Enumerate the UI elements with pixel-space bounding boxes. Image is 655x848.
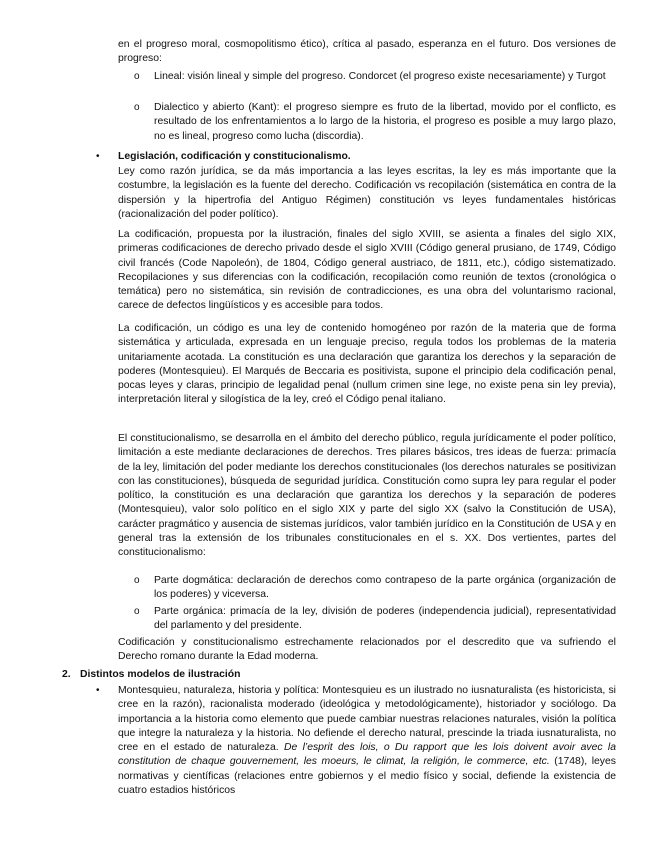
list-marker: o: [134, 102, 140, 113]
legislation-paragraph-2: La codificación, propuesta por la ilustración, finales del siglo XVIII, se asienta a finales del siglo XIX, primeras codificaciones de derecho privado desde el siglo XVIII (Código general prusiano, de 1749, Código civil francés (Code Napoleón), de 1804, Código general austriaco, de 1811, etc.), código sistematizado. Recopilaciones y sus diferencias con la codificación, recopilación como reunión de textos (cronológica o temática) pero no sistemática, sin revisión de contradicciones, es una obra del voluntarismo racional, carece de defectos lingüísticos y es accesible para todos.: [118, 229, 616, 312]
list-marker: o: [134, 71, 140, 82]
legislation-paragraph-4: El constitucionalismo, se desarrolla en el ámbito del derecho público, regula jurídicamente el poder político, limitación a este mediante declaraciones de derechos. Tres pilares básicos, tres ideas de fuerza: primacía de la ley, limitación del poder mediante los derechos constitucionales (los derechos naturales se positivizan con las constituciones), búsqueda de seguridad jurídica. Constitución como supra ley para regular el poder político, la constitución es una declaración que garantiza los derechos y la separación de poderes (Montesquieu), valor solo político en el siglo XIX y parte del siglo XX (salvo la Constitución de USA), carácter pragmático y ausencia de sistemas jurídicos, valor también jurídico en la Constitución de USA y en general tras la extensión de los tribunales constitucionales en el s. XX. Dos vertientes, partes del constitucionalismo:: [118, 433, 616, 559]
legislation-heading: Legislación, codificación y constitucionalismo.: [118, 151, 351, 162]
montesquieu-text-start: Montesquieu, naturaleza, historia y política: Montesquieu es un ilustrado no iusnaturalista (es historicista, si cree en la razón), racionalista moderado (ideológica y metodológicamente), historiador y sociólogo. Da importancia a la historia como elemento que puede cambiar nuestras relaciones naturales, visión la política que integre la naturaleza y la historia. No defiende el derecho natural, prescinde la triada iusnaturalista, no cree en el estado de naturaleza.: [118, 685, 616, 754]
section-title: Distintos modelos de ilustración: [80, 669, 241, 680]
legislation-paragraph-3: La codificación, un código es una ley de contenido homogéneo por razón de la materia que de forma sistemática y articulada, expresada en un lenguaje preciso, regula todos los problemas de la materia unitariamente acotada. La constitución es una declaración que garantiza los derechos y la separación de poderes (Montesquieu). El Marqués de Beccaria es positivista, supone el principio dela codificación penal, pocas leyes y claras, principio de legalidad penal (nullum crimen sine lege, no existe pena sin ley previa), interpretación literal y silogística de la ley, creó el Código penal italiano.: [118, 323, 616, 406]
progress-version-lineal: Lineal: visión lineal y simple del progreso. Condorcet (el progreso existe necesariamente) y Turgot: [154, 71, 606, 82]
legislation-paragraph-1: Ley como razón jurídica, se da más importancia a las leyes escritas, la ley es más importante que la costumbre, la legislación es la fuente del derecho. Codificación vs recopilación (sistemática en contra de la dispersión y la hipertrofia del Antiguo Régimen) constitución vs leyes fundamentales históricas (racionalización del poder político).: [118, 166, 616, 220]
bullet-marker: •: [96, 685, 100, 696]
book-title: De l’esprit des lois, o Du rapport que les lois doivent avoir avec la constitution de chaque gouvernement, les moeurs, le climat, la religión, le commerce, etc.: [118, 742, 616, 768]
section-number: 2.: [62, 669, 71, 680]
list-marker: o: [134, 575, 140, 586]
constitution-part-dogmatic: Parte dogmática: declaración de derechos como contrapeso de la parte orgánica (organización de los poderes) y viceversa.: [154, 575, 616, 601]
list-marker: o: [134, 606, 140, 617]
progress-version-dialectic: Dialectico y abierto (Kant): el progreso siempre es fruto de la libertad, movido por el conflicto, es resultado de los enfrentamientos a lo largo de la historia, el progreso es posible a muy largo plazo, no es lineal, progreso como lucha (discordia).: [154, 102, 616, 142]
bullet-marker: •: [96, 151, 100, 162]
montesquieu-paragraph: [118, 684, 616, 798]
intro-paragraph: en el progreso moral, cosmopolitismo ético), crítica al pasado, esperanza en el futuro. Dos versiones de progreso:: [118, 39, 616, 65]
legislation-closing: Codificación y constitucionalismo estrechamente relacionados por el descredito que va sufriendo el Derecho romano durante la Edad moderna.: [118, 637, 616, 663]
montesquieu-text-end: (1748), leyes normativas y científicas (relaciones entre gobiernos y el medio físico y social, defiende la existencia de cuatro estadios históricos: [118, 756, 616, 797]
constitution-part-organic: Parte orgánica: primacía de la ley, división de poderes (independencia judicial), representatividad del parlamento y del presidente.: [154, 606, 616, 632]
